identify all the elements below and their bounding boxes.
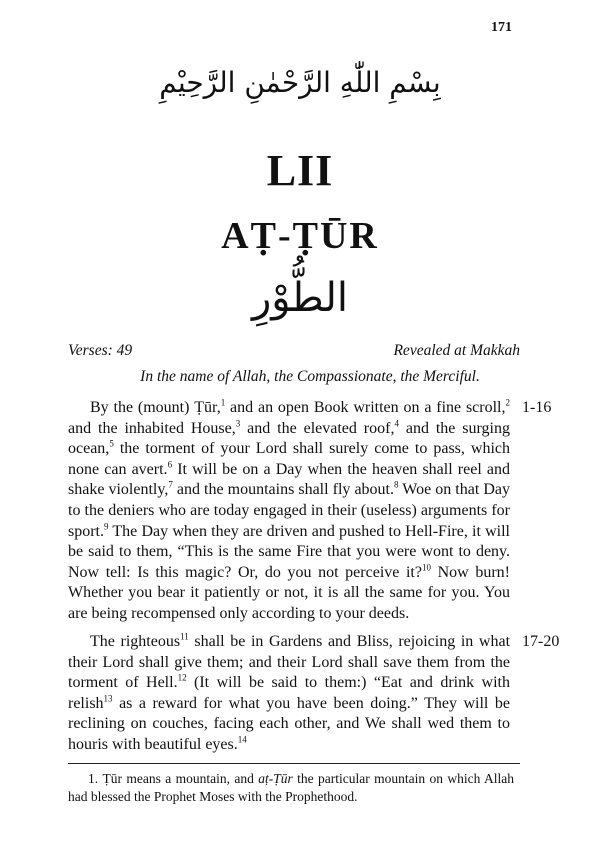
footnote-marker: 8 bbox=[394, 480, 399, 491]
footnote-marker: 5 bbox=[109, 438, 114, 449]
passage-text: and an open Book written on a fine scroll, bbox=[225, 399, 506, 416]
passage-text: The righteous bbox=[90, 633, 181, 650]
footnote-marker: 6 bbox=[167, 459, 173, 470]
passage-text: By the (mount) Ṭūr, bbox=[90, 399, 221, 416]
footnote-marker: 13 bbox=[103, 693, 113, 704]
page-number: 171 bbox=[491, 20, 512, 35]
verse-range: 17-20 bbox=[522, 633, 560, 650]
basmala-calligraphy: بِسْمِ اللّٰهِ الرَّحْمٰنِ الرَّحِيْمِ bbox=[159, 66, 441, 99]
passage-text: Woe on that Day to the deniers who are today engaged in their (useless) arguments for sport. bbox=[68, 481, 510, 540]
footnote-marker: 12 bbox=[177, 672, 187, 683]
verse-range: 1-16 bbox=[522, 399, 552, 416]
passage-text: 1. Ṭūr means a mountain, and bbox=[88, 771, 259, 786]
surah-meta bbox=[68, 342, 520, 360]
passage-text: (It will be said to them:) “Eat and drink with relish bbox=[68, 674, 510, 712]
footnote-marker: 7 bbox=[168, 480, 173, 491]
revelation-place: Revealed at Makkah bbox=[393, 342, 520, 359]
passage-text: Now burn! Whether you bear it patiently or not, it is all the same for you. You are being recompensed only according to your deeds. bbox=[68, 563, 511, 622]
footnote-marker: 11 bbox=[180, 631, 189, 642]
footnote-marker: 10 bbox=[421, 562, 431, 573]
surah-number: LII bbox=[266, 146, 334, 195]
verse-count: Verses: 49 bbox=[68, 342, 133, 359]
passage-text: and the inhabited House, bbox=[68, 419, 236, 437]
invocation: In the name of Allah, the Compassionate, the Merciful. bbox=[140, 368, 480, 385]
footnote-marker: 9 bbox=[104, 521, 109, 532]
footnote-marker: 2 bbox=[505, 397, 510, 408]
emphasis-text: aṭ-Ṭūr bbox=[258, 771, 293, 786]
footnote bbox=[68, 770, 514, 806]
passage-text: shall be in Gardens and Bliss, rejoicing in what their Lord shall give them; and their Lord shall save them from the torment of Hell. bbox=[68, 633, 511, 692]
passage-paragraph bbox=[68, 632, 510, 756]
passage-text: and the elevated roof, bbox=[240, 419, 395, 437]
surah-title-arabic: الطُّوْرِ bbox=[251, 275, 349, 321]
surah-title: AṬ-ṬŪR bbox=[221, 215, 379, 257]
passage-text: and the mountains shall fly about. bbox=[172, 481, 394, 499]
passage-text: the torment of your Lord shall surely come to pass, which none can avert. bbox=[68, 440, 510, 478]
passage-text: and the surging ocean, bbox=[68, 419, 510, 458]
footnote-marker: 1 bbox=[220, 397, 226, 408]
footnote-marker: 14 bbox=[237, 734, 247, 745]
passage-paragraph bbox=[68, 398, 510, 625]
footnote-marker: 3 bbox=[235, 418, 241, 429]
passage-text: as a reward for what you have been doing.” They will be reclining on couches, facing each other, and We shall wed them to houris with beautiful eyes. bbox=[68, 694, 510, 753]
passage-text: the particular mountain on which Allah had blessed the Prophet Moses with the Prophethood. bbox=[68, 771, 514, 804]
passage-text: The Day when they are driven and pushed to Hell-Fire, it will be said to them, “This is the same Fire that you were wont to deny. Now tell: Is this magic? Or, do you not perceive it? bbox=[68, 522, 510, 581]
footnote-divider bbox=[68, 763, 520, 764]
passage-text: It will be on a Day when the heaven shall reel and shake violently, bbox=[68, 460, 511, 499]
footnote-marker: 4 bbox=[394, 418, 399, 429]
